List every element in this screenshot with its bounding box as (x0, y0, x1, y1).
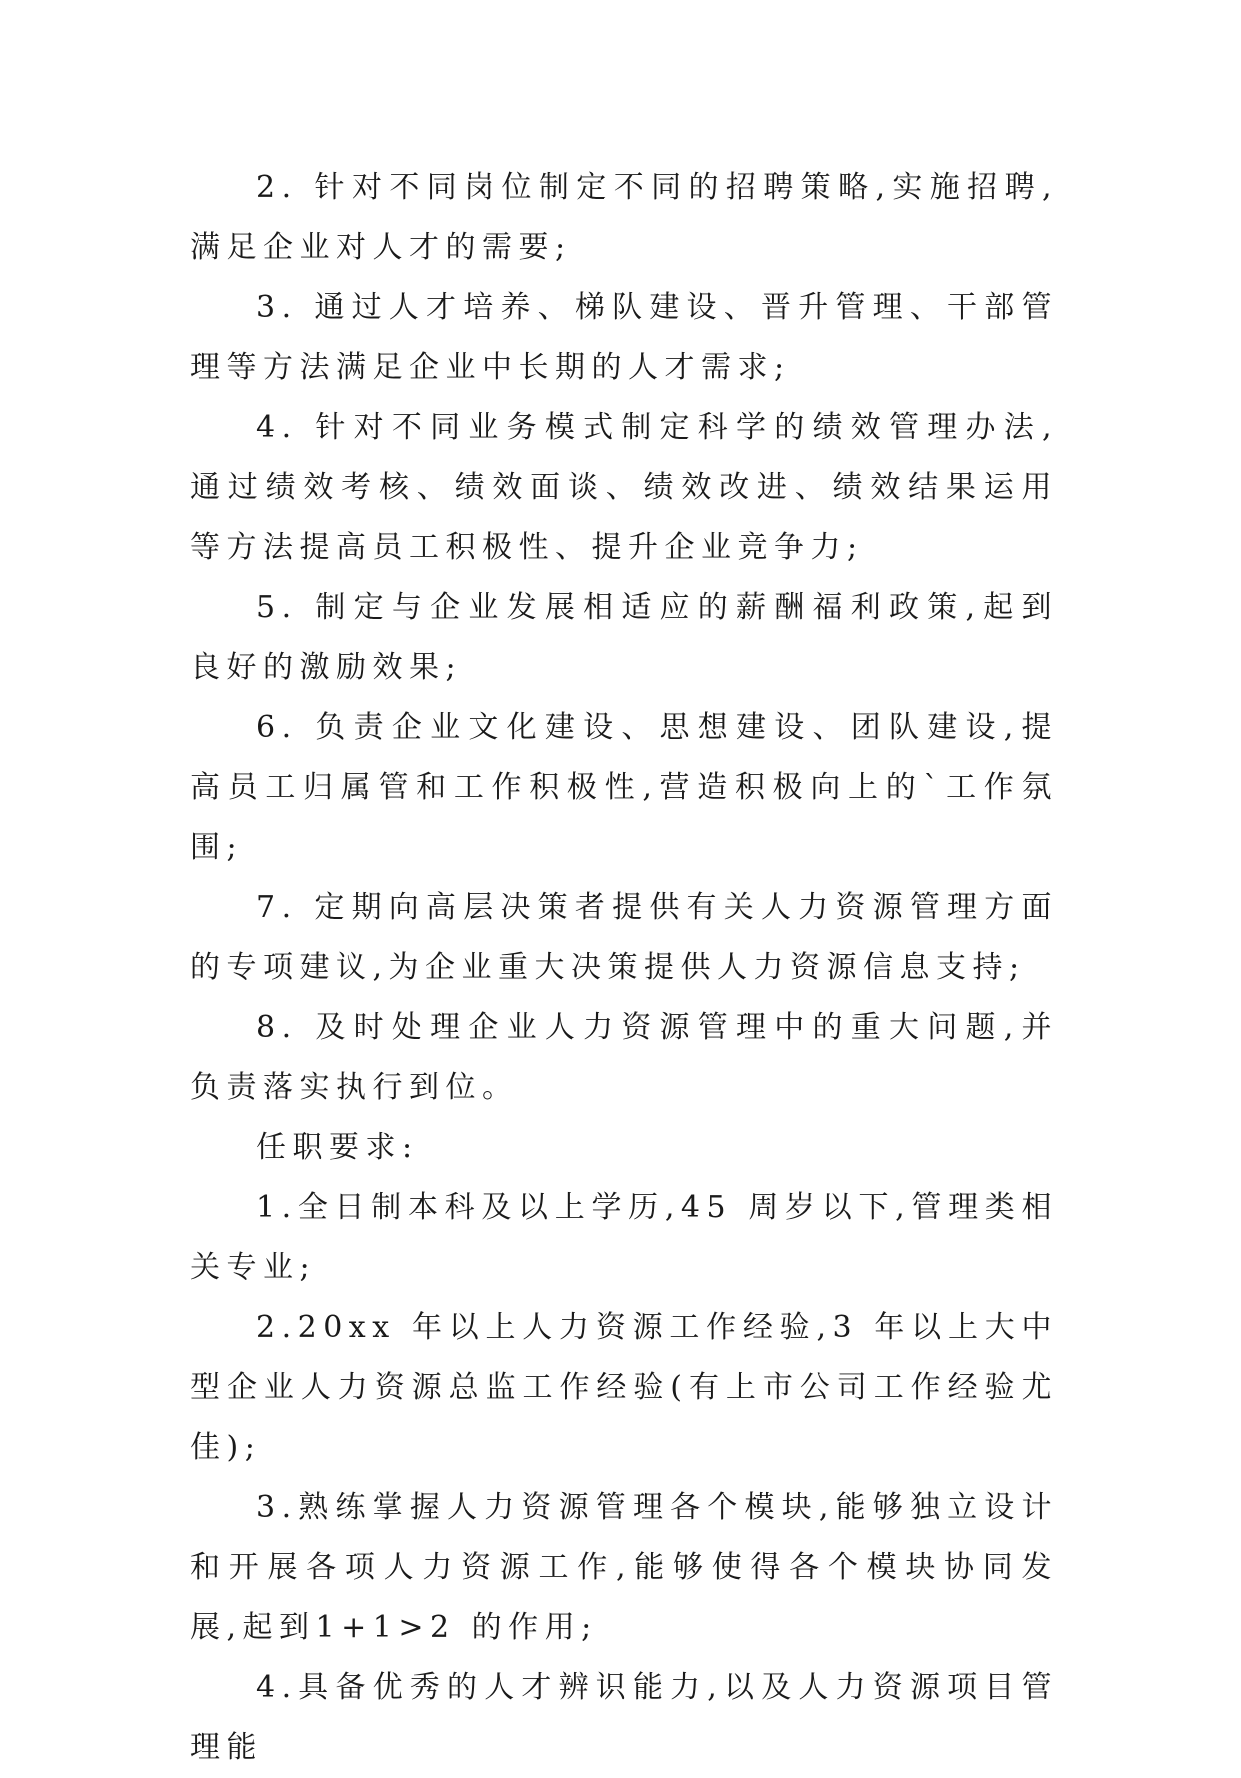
section-heading-requirements: 任职要求: (256, 1130, 419, 1165)
paragraph-requirement-1: 1.全日制本科及以上学历,45 周岁以下,管理类相关专业; (190, 1190, 1058, 1285)
paragraph-requirement-3: 3.熟练掌握人力资源管理各个模块,能够独立设计和开展各项人力资源工作,能够使得各个模块协同发展,起到1+1>2 的作用; (190, 1490, 1058, 1645)
paragraph-duty-6: 6. 负责企业文化建设、思想建设、团队建设,提高员工归属管和工作积极性,营造积极向上的`工作氛围; (190, 710, 1058, 865)
paragraph-duty-2: 2. 针对不同岗位制定不同的招聘策略,实施招聘,满足企业对人才的需要; (190, 170, 1058, 265)
paragraph-requirement-2: 2.20xx 年以上人力资源工作经验,3 年以上大中型企业人力资源总监工作经验(有上市公司工作经验尤佳); (190, 1310, 1058, 1465)
paragraph-duty-7: 7. 定期向高层决策者提供有关人力资源管理方面的专项建议,为企业重大决策提供人力资源信息支持; (190, 890, 1058, 985)
paragraph-duty-5: 5. 制定与企业发展相适应的薪酬福利政策,起到良好的激励效果; (190, 590, 1058, 685)
document-page (190, 158, 1058, 1778)
paragraph-duty-4: 4. 针对不同业务模式制定科学的绩效管理办法,通过绩效考核、绩效面谈、绩效改进、绩效结果运用等方法提高员工积极性、提升企业竞争力; (190, 410, 1058, 565)
paragraph-duty-3: 3. 通过人才培养、梯队建设、晋升管理、干部管理等方法满足企业中长期的人才需求; (190, 290, 1058, 385)
paragraph-requirement-4: 4.具备优秀的人才辨识能力,以及人力资源项目管理能 (190, 1670, 1058, 1765)
paragraph-duty-8: 8. 及时处理企业人力资源管理中的重大问题,并负责落实执行到位。 (190, 1010, 1058, 1105)
